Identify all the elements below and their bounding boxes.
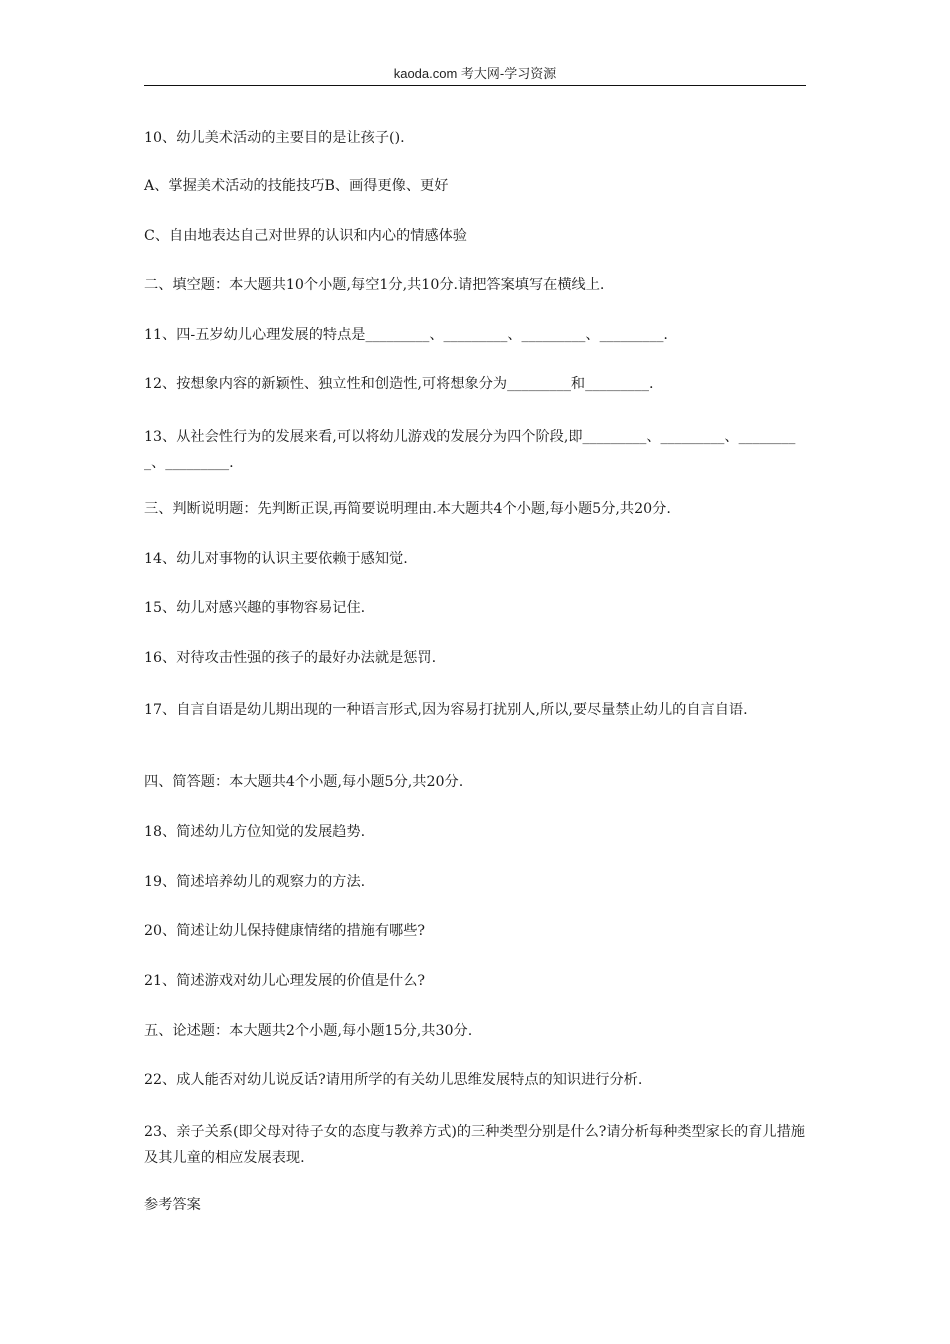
option-c: C、自由地表达自己对世界的认识和内心的情感体验: [144, 228, 467, 244]
header-divider: [144, 85, 806, 86]
section-2-heading: 二、填空题：本大题共10个小题,每空1分,共10分.请把答案填写在横线上.: [144, 277, 605, 293]
answer-key-heading: 参考答案: [144, 1197, 201, 1213]
question-20: 20、简述让幼儿保持健康情绪的措施有哪些?: [144, 923, 426, 939]
question-23: 23、亲子关系(即父母对待子女的态度与教养方式)的三种类型分别是什么?请分析每种类型家长的育儿措施及其儿童的相应发展表现.: [144, 1124, 805, 1166]
question-10: 10、幼儿美术活动的主要目的是让孩子().: [144, 130, 405, 146]
question-12: 12、按想象内容的新颖性、独立性和创造性,可将想象分为_________和_________.: [144, 376, 654, 392]
page-header: kaoda.com 考大网-学习资源: [393, 66, 557, 81]
question-19: 19、简述培养幼儿的观察力的方法.: [144, 874, 366, 890]
option-a-b: A、掌握美术活动的技能技巧B、画得更像、更好: [144, 178, 449, 194]
section-4-heading: 四、简答题：本大题共4个小题,每小题5分,共20分.: [144, 774, 464, 790]
question-13: 13、从社会性行为的发展来看,可以将幼儿游戏的发展分为四个阶段,即_________、_________、_________、_________.: [144, 429, 796, 471]
question-11: 11、四-五岁幼儿心理发展的特点是_________、_________、_________、_________.: [144, 327, 668, 343]
question-17: 17、自言自语是幼儿期出现的一种语言形式,因为容易打扰别人,所以,要尽量禁止幼儿的自言自语.: [144, 702, 748, 718]
question-15: 15、幼儿对感兴趣的事物容易记住.: [144, 600, 366, 616]
question-18: 18、简述幼儿方位知觉的发展趋势.: [144, 824, 366, 840]
question-16: 16、对待攻击性强的孩子的最好办法就是惩罚.: [144, 650, 437, 666]
question-22: 22、成人能否对幼儿说反话?请用所学的有关幼儿思维发展特点的知识进行分析.: [144, 1072, 643, 1088]
question-21: 21、简述游戏对幼儿心理发展的价值是什么?: [144, 973, 426, 989]
section-5-heading: 五、论述题：本大题共2个小题,每小题15分,共30分.: [144, 1023, 473, 1039]
question-14: 14、幼儿对事物的认识主要依赖于感知觉.: [144, 551, 408, 567]
section-3-heading: 三、判断说明题：先判断正误,再简要说明理由.本大题共4个小题,每小题5分,共20分.: [144, 501, 671, 517]
